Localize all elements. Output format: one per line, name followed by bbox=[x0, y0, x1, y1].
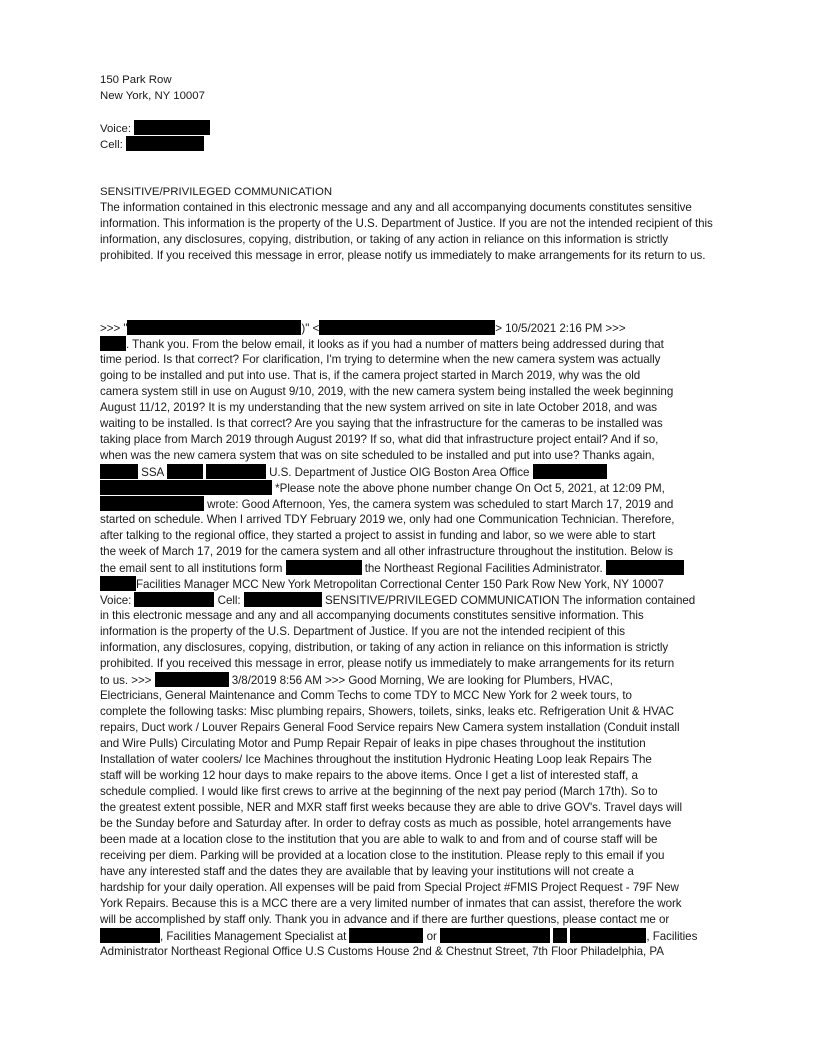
email-line: will be accomplished by staff only. Thank you in advance and if there are further questions, please contact me or bbox=[100, 913, 670, 926]
redaction-box bbox=[155, 672, 229, 687]
email-line: prohibited. If you received this message in error, please notify us immediately to make arrangements for its return bbox=[100, 657, 675, 670]
email-line: camera system still in use on August 9/10, 2019, with the new camera system being installed the week beginning bbox=[100, 385, 674, 398]
cell-label: Cell: bbox=[100, 139, 123, 151]
redaction-box bbox=[100, 480, 272, 495]
email-line: the greatest extent possible, NER and MXR staff first weeks because they are able to drive GOV's. Travel days will bbox=[100, 801, 683, 814]
email-header-date: > 10/5/2021 2:16 PM >>> bbox=[495, 322, 626, 335]
email-line: Installation of water coolers/ Ice Machines throughout the institution Hydronic Heating Loop leak Repairs The bbox=[100, 753, 652, 766]
email-line: August 11/12, 2019? It is my understanding that the new system arrived on site in late October 2018, and was bbox=[100, 401, 658, 414]
email-line: wrote: Good Afternoon, Yes, the camera system was scheduled to start March 17, 2019 and bbox=[100, 496, 716, 512]
redaction-box bbox=[553, 928, 567, 943]
email-line: SSA U.S. Department of Justice OIG Boston Area Office bbox=[100, 464, 716, 480]
email-line: going to be installed and put into use. That is, if the camera project started in March 2019, why was the old bbox=[100, 369, 641, 382]
email-line: taking place from March 2019 through August 2019? If so, what did that infrastructure project entail? And if so, bbox=[100, 433, 659, 446]
notice-title: SENSITIVE/PRIVILEGED COMMUNICATION bbox=[100, 186, 333, 198]
email-header-from: >>> " bbox=[100, 322, 128, 335]
email-line: time period. Is that correct? For clarification, I'm trying to determine when the new camera system was actually bbox=[100, 353, 661, 366]
email-line: schedule complied. I would like first crews to arrive at the beginning of the next pay period (March 17th). So to bbox=[100, 785, 658, 798]
email-line: information, any disclosures, copying, distribution, or taking of any action in reliance on this information is strictly bbox=[100, 641, 669, 654]
redaction-box bbox=[286, 560, 362, 575]
email-line: . Thank you. From the below email, it looks as if you had a number of matters being addressed during that bbox=[100, 336, 716, 352]
address-line-2: New York, NY 10007 bbox=[100, 90, 205, 102]
email-line: repairs, Duct work / Louver Repairs General Food Service repairs New Camera system installation (Conduit install bbox=[100, 721, 680, 734]
redaction-box bbox=[244, 592, 322, 607]
redaction-box bbox=[134, 120, 210, 135]
email-line: be the Sunday before and Saturday after. In order to defray costs as much as possible, hotel arrangements have bbox=[100, 817, 672, 830]
voice-line bbox=[100, 120, 716, 136]
redaction-box bbox=[533, 464, 607, 479]
redaction-box bbox=[127, 320, 301, 335]
email-line: hardship for your daily operation. All expenses will be paid from Special Project #FMIS Project Request - 79F New bbox=[100, 881, 679, 894]
redaction-box bbox=[100, 336, 126, 351]
email-line: information is the property of the U.S. Department of Justice. If you are not the intended recipient of this bbox=[100, 625, 625, 638]
redaction-box bbox=[100, 496, 204, 511]
document-page bbox=[100, 72, 716, 960]
email-line: Facilities Manager MCC New York Metropolitan Correctional Center 150 Park Row New York, NY 10007 bbox=[100, 576, 716, 592]
email-body bbox=[100, 320, 716, 960]
redaction-box bbox=[167, 464, 203, 479]
email-line: have any interested staff and the dates they are available that by leaving your institutions will not create a bbox=[100, 865, 634, 878]
redaction-box bbox=[349, 928, 423, 943]
redaction-box bbox=[570, 928, 646, 943]
email-line: started on schedule. When I arrived TDY February 2019 we, only had one Communication Technician. Therefore, bbox=[100, 513, 675, 526]
redaction-box bbox=[126, 136, 204, 151]
email-line: waiting to be installed. Is that correct? Are you saying that the infrastructure for the cameras to be installed was bbox=[100, 417, 663, 430]
email-line: and Wire Pulls) Circulating Motor and Pump Repair Repair of leaks in pipe chases throughout the institution bbox=[100, 737, 646, 750]
redaction-box bbox=[440, 928, 550, 943]
redaction-box bbox=[606, 560, 684, 575]
email-line: *Please note the above phone number change On Oct 5, 2021, at 12:09 PM, bbox=[100, 480, 716, 496]
email-line: complete the following tasks: Misc plumbing repairs, Showers, toilets, sinks, leaks etc. Refrigeration Unit & HVAC bbox=[100, 705, 675, 718]
redaction-box bbox=[100, 928, 160, 943]
email-line bbox=[100, 320, 716, 336]
redaction-box bbox=[319, 320, 495, 335]
redaction-box bbox=[100, 576, 136, 591]
email-line: Voice: Cell: SENSITIVE/PRIVILEGED COMMUNICATION The information contained bbox=[100, 594, 696, 607]
email-header-sep: )" < bbox=[301, 322, 320, 335]
email-line: the week of March 17, 2019 for the camera system and all other infrastructure throughout the institution. Below is bbox=[100, 545, 674, 558]
email-line: the email sent to all institutions form the Northeast Regional Facilities Administrator. bbox=[100, 560, 716, 576]
email-line: Electricians, General Maintenance and Comm Techs to come TDY to MCC New York for 2 week tours, to bbox=[100, 689, 632, 702]
email-line: York Repairs. Because this is a MCC there are a very limited number of inmates that can assist, therefore the work bbox=[100, 897, 682, 910]
voice-label: Voice: bbox=[100, 123, 132, 135]
notice-text: The information contained in this electronic message and any and all accompanying documents constitutes sensitive information. This information is the property of the U.S. Department of Justice. If you are not the intended recipient of this information, any disclosures, copying, distribution, or taking of any action in reliance on this information is strictly prohibited. If you received this message in error, please notify us immediately to make arrangements for its return to us. bbox=[100, 201, 713, 262]
email-line: been made at a location close to the institution that you are able to walk to and from and of course staff will be bbox=[100, 833, 658, 846]
cell-line bbox=[100, 136, 716, 152]
email-line: , Facilities Management Specialist at or , Facilities bbox=[100, 928, 716, 944]
email-line: Administrator Northeast Regional Office U.S Customs House 2nd & Chestnut Street, 7th Floor Philadelphia, PA bbox=[100, 945, 664, 958]
redaction-box bbox=[206, 464, 266, 479]
email-line: in this electronic message and any and all accompanying documents constitutes sensitive information. This bbox=[100, 609, 644, 622]
redaction-box bbox=[134, 592, 214, 607]
redaction-box bbox=[100, 464, 138, 479]
email-line: to us. >>> 3/8/2019 8:56 AM >>> Good Morning, We are looking for Plumbers, HVAC, bbox=[100, 674, 613, 687]
email-line: receiving per diem. Parking will be provided at a location close to the institution. Please reply to this email if you bbox=[100, 849, 665, 862]
email-line: when was the new camera system that was on site scheduled to be installed and put into use? Thanks again, bbox=[100, 449, 655, 462]
email-line: after talking to the regional office, they started a project to assist in funding and labor, so we were able to start bbox=[100, 529, 656, 542]
address-line-1: 150 Park Row bbox=[100, 74, 172, 86]
email-line: staff will be working 12 hour days to make repairs to the above items. Once I get a list of interested staff, a bbox=[100, 769, 638, 782]
